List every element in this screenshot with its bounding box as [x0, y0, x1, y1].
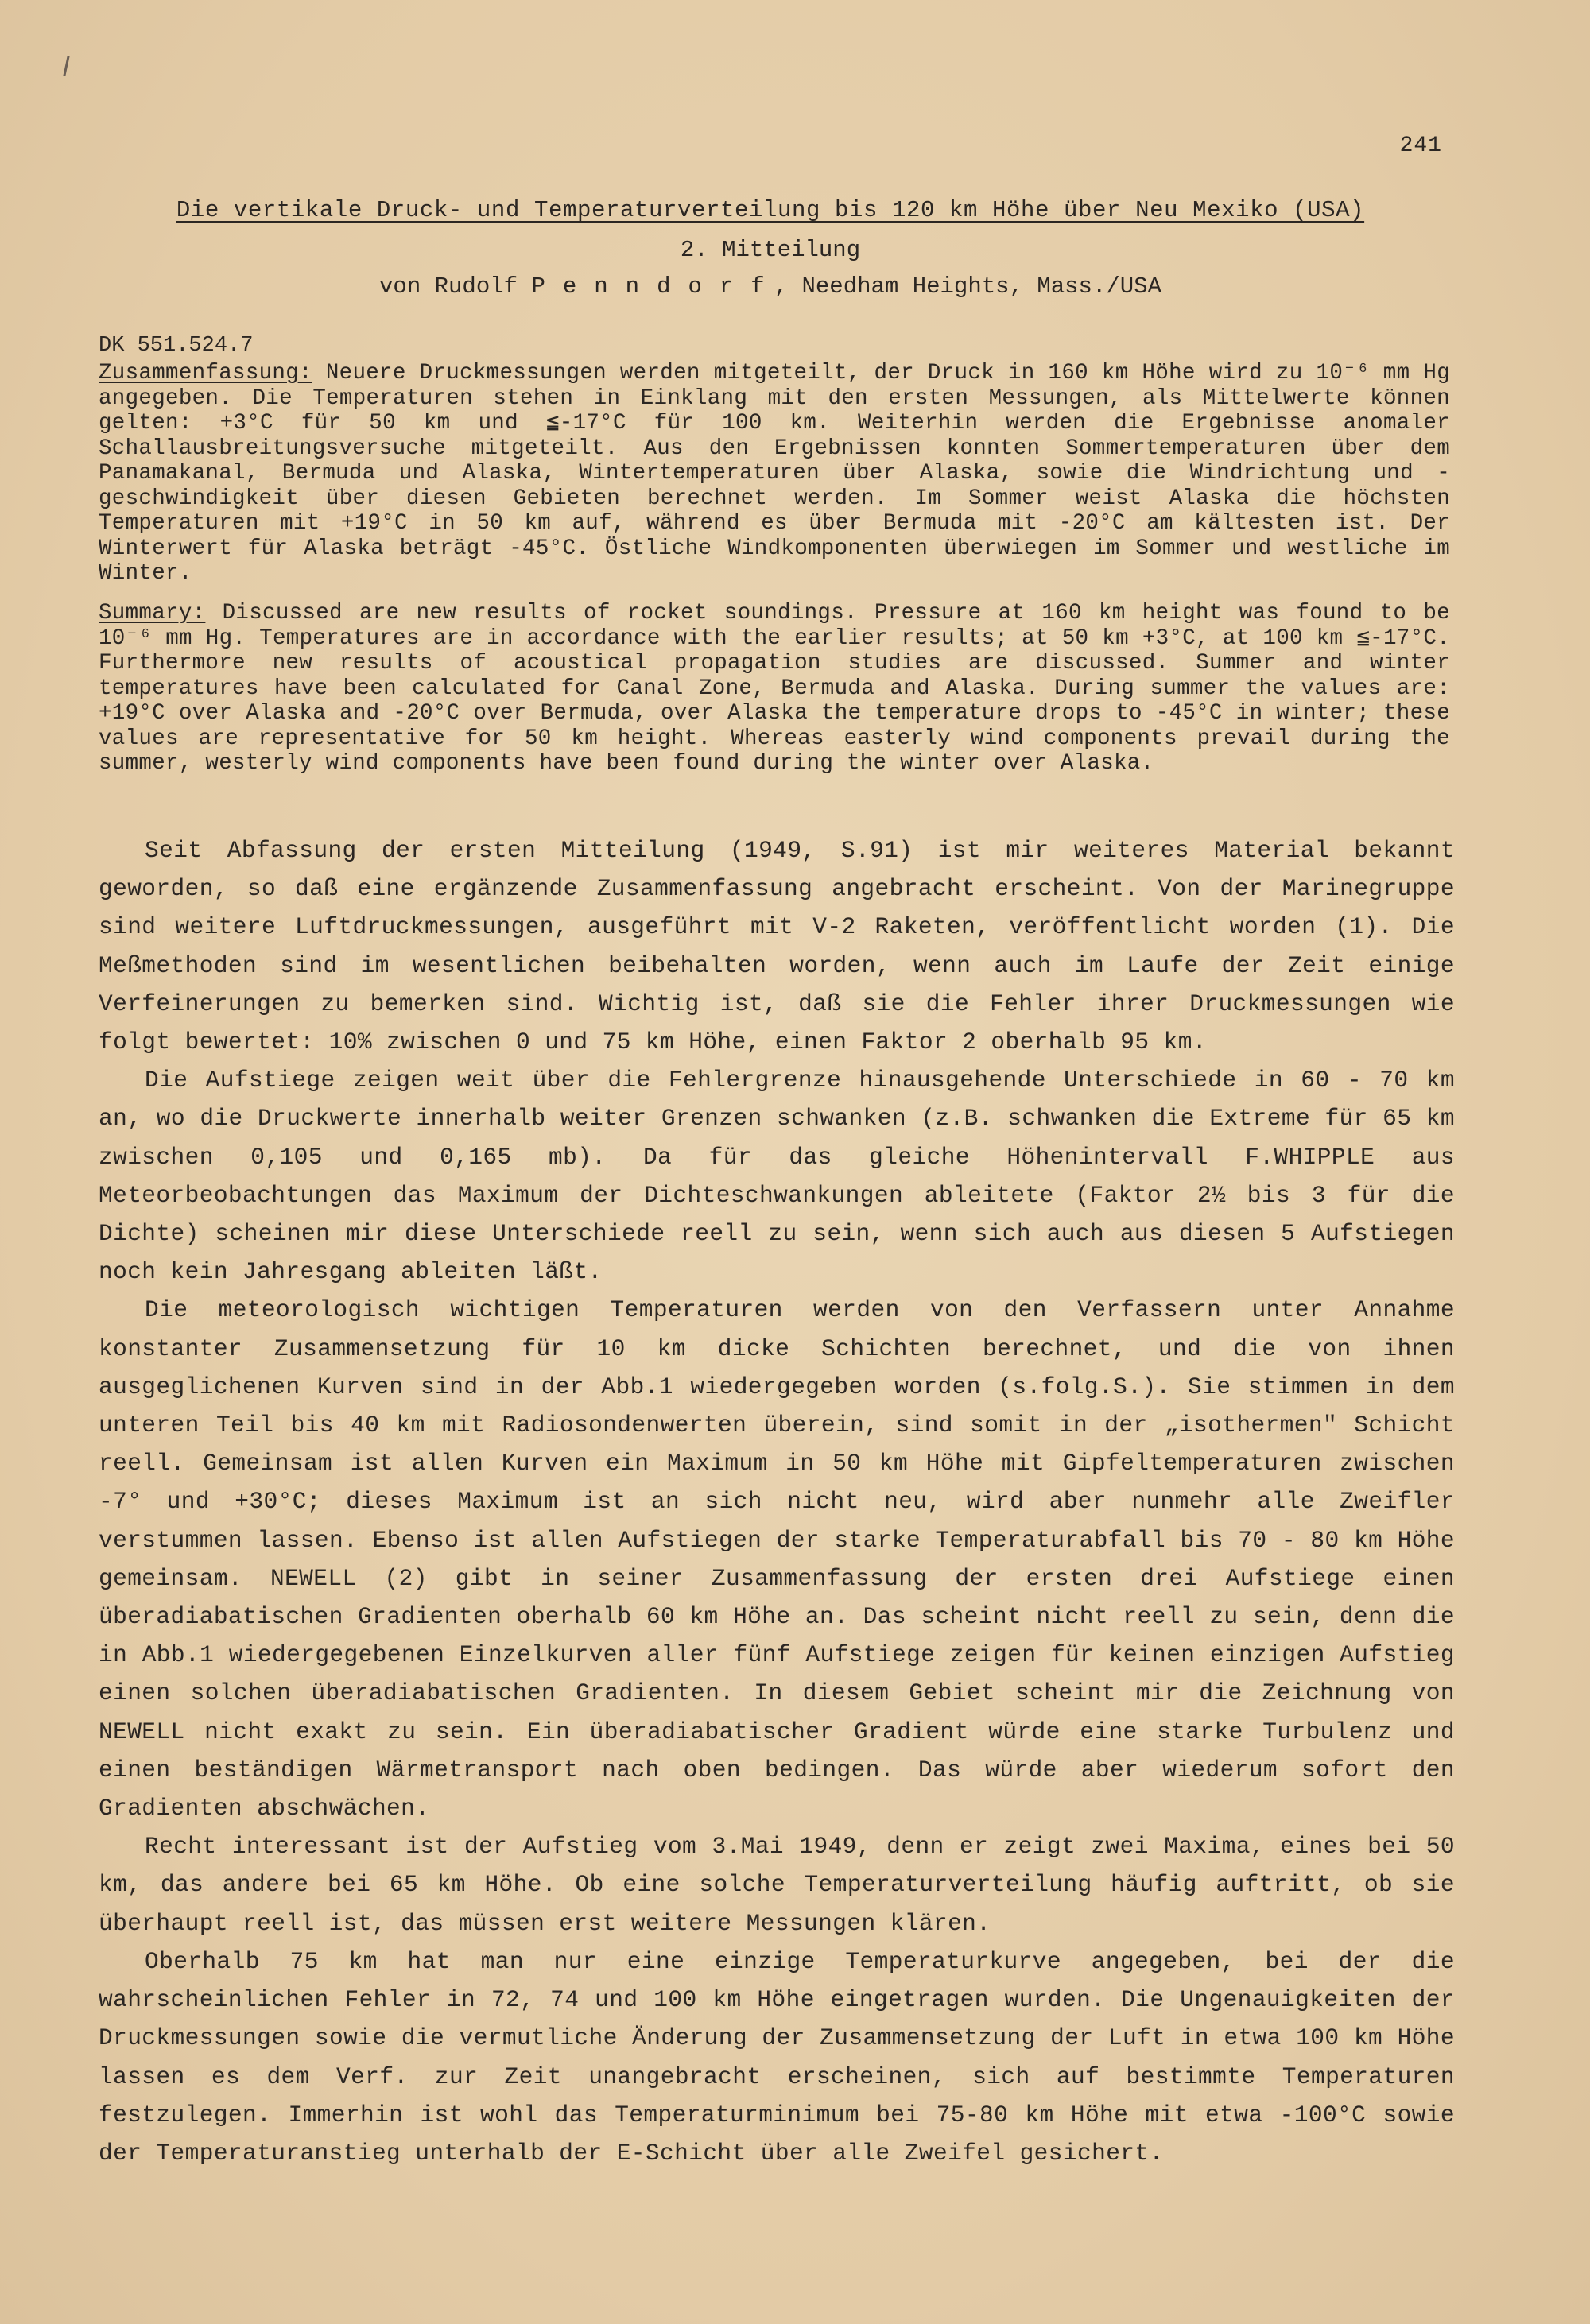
page-number: 241 — [1399, 134, 1442, 158]
zusammenfassung-text: Neuere Druckmessungen werden mitgeteilt, der Druck in 160 km Höhe wird zu 10⁻⁶ mm Hg angegeben. Die Temperaturen stehen in Einklang mit den ersten Messungen, als Mittelwerte können gelten: +3°C für 50 km und ≦-17°C für 100 km. Weiterhin werden die Ergebnisse anomaler Schallausbreitungsversuche mitgeteilt. Aus den Ergebnissen konnten Sommertemperaturen über dem Panamakanal, Bermuda und Alaska, Wintertemperaturen über Alaska, sowie die Windrichtung und -geschwindigkeit über diesen Gebieten berechnet werden. Im Sommer weist Alaska die höchsten Temperaturen mit +19°C in 50 km auf, während es über Bermuda mit -20°C am kältesten ist. Der Winterwert für Alaska beträgt -45°C. Östliche Windkomponenten überwiegen im Sommer und westliche im Winter. — [99, 361, 1450, 586]
article-subtitle: 2. Mitteilung — [680, 237, 861, 263]
dk-classification: DK 551.524.7 — [99, 334, 254, 358]
german-abstract — [99, 361, 1450, 587]
author-prefix: von Rudolf — [379, 273, 518, 300]
article-title: Die vertikale Druck- und Temperaturverteilung bis 120 km Höhe über Neu Mexiko (USA) — [176, 197, 1365, 223]
summary-label: Summary: — [99, 601, 206, 626]
author-line — [127, 273, 1414, 300]
author-name: Penndorf — [531, 273, 782, 300]
paragraph: Recht interessant ist der Aufstieg vom 3.Mai 1949, denn er zeigt zwei Maxima, eines bei 50 km, das andere bei 65 km Höhe. Ob eine solche Temperaturverteilung häufig auftritt, ob sie überhaupt reell ist, das müssen erst weitere Messungen klären. — [99, 1833, 1455, 1937]
paragraph: Die meteorologisch wichtigen Temperaturen werden von den Verfassern unter Annahme konstanter Zusammensetzung für 10 km dicke Schichten berechnet, und die von ihnen ausgeglichenen Kurven sind in der Abb.1 wiedergegeben worden (s.folg.S.). Sie stimmen in dem unteren Teil bis 40 km mit Radiosondenwerten überein, sind somit in der „isothermen" Schicht reell. Gemeinsam ist allen Kurven ein Maximum in 50 km Höhe mit Gipfeltemperaturen zwischen -7° und +30°C; dieses Maximum ist an sich nicht neu, wird aber nunmehr alle Zweifler verstummen lassen. Ebenso ist allen Aufstiegen der starke Temperaturabfall bis 70 - 80 km Höhe gemeinsam. NEWELL (2) gibt in seiner Zusammenfassung der ersten drei Aufstiege einen überadiabatischen Gradienten oberhalb 60 km Höhe an. Das scheint nicht reell zu sein, denn die in Abb.1 wiedergegebenen Einzelkurven aller fünf Aufstiege zeigen für keinen einzigen Aufstieg einen solchen überadiabatischen Gradienten. In diesem Gebiet scheint mir die Zeichnung von NEWELL nicht exakt zu sein. Ein überadiabatischer Gradient würde eine starke Turbulenz und einen beständigen Wärmetransport nach oben bedingen. Das würde aber wiederum sofort den Gradienten abschwächen. — [99, 1296, 1455, 1822]
zusammenfassung-label: Zusammenfassung: — [99, 361, 312, 385]
pencil-mark — [63, 56, 69, 76]
paragraph: Die Aufstiege zeigen weit über die Fehlergrenze hinausgehende Unterschiede in 60 - 70 km an, wo die Druckwerte innerhalb weiter Grenzen schwanken (z.B. schwanken die Extreme für 65 km zwischen 0,105 und 0,165 mb). Da für das gleiche Höhenintervall F.WHIPPLE aus Meteorbeobachtungen das Maximum der Dichteschwankungen ableitete (Faktor 2½ bis 3 für die Dichte) scheinen mir diese Unterschiede reell zu sein, wenn sich auch aus diesen 5 Aufstiegen noch kein Jahresgang ableiten läßt. — [99, 1067, 1455, 1286]
body-text — [99, 831, 1455, 2172]
paragraph: Seit Abfassung der ersten Mitteilung (1949, S.91) ist mir weiteres Material bekannt geworden, so daß eine ergänzende Zusammenfassung angebracht erscheint. Von der Marinegruppe sind weitere Luftdruckmessungen, ausgeführt mit V-2 Raketen, veröffentlicht worden (1). Die Meßmethoden sind im wesentlichen beibehalten worden, wenn auch im Laufe der Zeit einige Verfeinerungen zu bemerken sind. Wichtig ist, daß sie die Fehler ihrer Druckmessungen wie folgt bewertet: 10% zwischen 0 und 75 km Höhe, einen Faktor 2 oberhalb 95 km. — [99, 837, 1455, 1056]
english-summary — [99, 601, 1450, 777]
summary-text: Discussed are new results of rocket soundings. Pressure at 160 km height was found to be 10⁻⁶ mm Hg. Temperatures are in accordance with the earlier results; at 50 km +3°C, at 100 km ≦-17°C. Furthermore new results of acoustical propagation studies are discussed. Summer and winter temperatures have been calculated for Canal Zone, Bermuda and Alaska. During summer the values are: +19°C over Alaska and -20°C over Bermuda, over Alaska the temperature drops to -45°C in winter; these values are representative for 50 km height. Whereas easterly wind components prevail during the summer, westerly wind components have been found during the winter over Alaska. — [99, 601, 1450, 776]
author-affiliation: , Needham Heights, Mass./USA — [774, 273, 1161, 300]
paragraph: Oberhalb 75 km hat man nur eine einzige Temperaturkurve angegeben, bei der die wahrscheinlichen Fehler in 72, 74 und 100 km Höhe eingetragen wurden. Die Ungenauigkeiten der Druckmessungen sowie die vermutliche Änderung der Zusammensetzung der Luft in etwa 100 km Höhe lassen es dem Verf. zur Zeit unangebracht erscheinen, sich auf bestimmte Temperaturen festzulegen. Immerhin ist wohl das Temperaturminimum bei 75-80 km Höhe mit etwa -100°C sowie der Temperaturanstieg unterhalb der E-Schicht über alle Zweifel gesichert. — [99, 1947, 1455, 2167]
